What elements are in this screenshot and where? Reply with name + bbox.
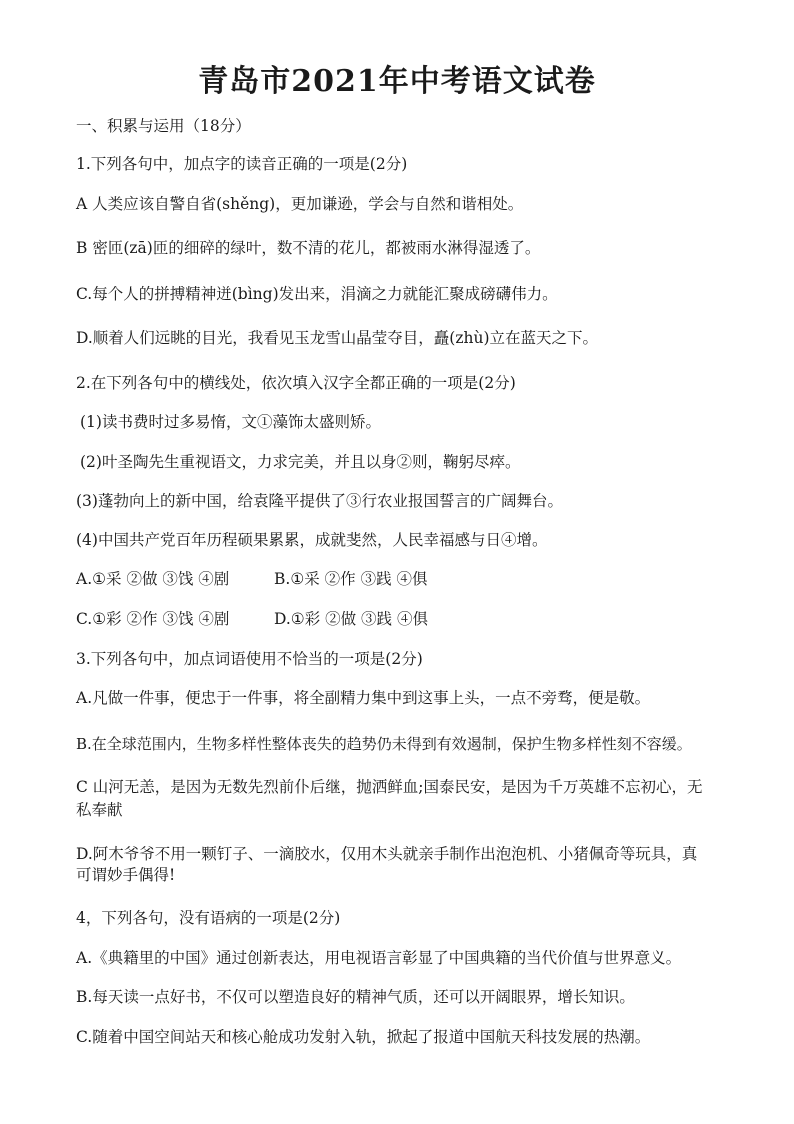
page-title: 青岛市2021年中考语文试卷 <box>198 64 596 99</box>
question-3-option-a: A.凡做一件事，便忠于一件事，将全副精力集中到这事上头，一点不旁骛，便是敬。 <box>76 689 651 707</box>
question-2-sentence-4: (4)中国共产党百年历程硕果累累，成就斐然，人民幸福感与日④增。 <box>76 531 548 549</box>
question-3-option-d-line-1: D.阿木爷爷不用一颗钉子、一滴胶水，仅用木头就亲手制作出泡泡机、小猪佩奇等玩具，真 <box>76 845 698 863</box>
question-3-option-c-line-2: 私奉献 <box>76 801 123 819</box>
question-2-stem: 2.在下列各句中的横线处，依次填入汉字全都正确的一项是(2分) <box>76 374 516 392</box>
question-2-option-b: B.①采 ②作 ③践 ④俱 <box>274 570 428 588</box>
question-2-sentence-3: (3)蓬勃向上的新中国，给袁隆平提供了③行农业报国誓言的广阔舞台。 <box>76 492 563 510</box>
question-2-option-c: C.①彩 ②作 ③饯 ④剧 <box>76 610 230 628</box>
question-3-stem: 3.下列各句中，加点词语使用不恰当的一项是(2分) <box>76 650 423 668</box>
question-4-option-c: C.随着中国空间站天和核心舱成功发射入轨，掀起了报道中国航天科技发展的热潮。 <box>76 1028 651 1046</box>
section-heading: 一、积累与运用（18分） <box>76 117 251 135</box>
question-2-option-d: D.①彩 ②做 ③践 ④俱 <box>274 610 428 628</box>
question-1-stem: 1.下列各句中，加点字的读音正确的一项是(2分) <box>76 155 408 173</box>
question-3-option-c-line-1: C 山河无恙，是因为无数先烈前仆后继，抛洒鲜血;国泰民安，是因为千万英雄不忘初心，无 <box>76 778 703 796</box>
question-1-option-b: B 密匝(zā)匝的细碎的绿叶，数不清的花儿，都被雨水淋得湿透了。 <box>76 239 541 257</box>
question-2-sentence-2: (2)叶圣陶先生重视语文，力求完美，并且以身②则，鞠躬尽瘁。 <box>80 453 521 471</box>
question-4-option-a: A.《典籍里的中国》通过创新表达，用电视语言彰显了中国典籍的当代价值与世界意义。 <box>76 949 682 967</box>
question-4-stem: 4，下列各句，没有语病的一项是(2分) <box>76 909 341 927</box>
question-3-option-b: B.在全球范围内，生物多样性整体丧失的趋势仍未得到有效遏制，保护生物多样性刻不容缓。 <box>76 735 692 753</box>
question-2-option-a: A.①采 ②做 ③饯 ④剧 <box>76 570 230 588</box>
question-3-option-d-line-2: 可谓妙手偶得! <box>76 866 176 884</box>
question-1-option-d: D.顺着人们远眺的目光，我看见玉龙雪山晶莹夺目，矗(zhù)立在蓝天之下。 <box>76 329 599 347</box>
question-2-sentence-1: (1)读书费时过多易惰，文①藻饰太盛则矫。 <box>80 413 381 431</box>
question-4-option-b: B.每天读一点好书，不仅可以塑造良好的精神气质，还可以开阔眼界，增长知识。 <box>76 988 635 1006</box>
question-1-option-a: A 人类应该自警自省(shěng)，更加谦逊，学会与自然和谐相处。 <box>76 195 524 213</box>
question-1-option-c: C.每个人的拼搏精神迸(bìng)发出来，涓滴之力就能汇聚成磅礴伟力。 <box>76 285 558 303</box>
